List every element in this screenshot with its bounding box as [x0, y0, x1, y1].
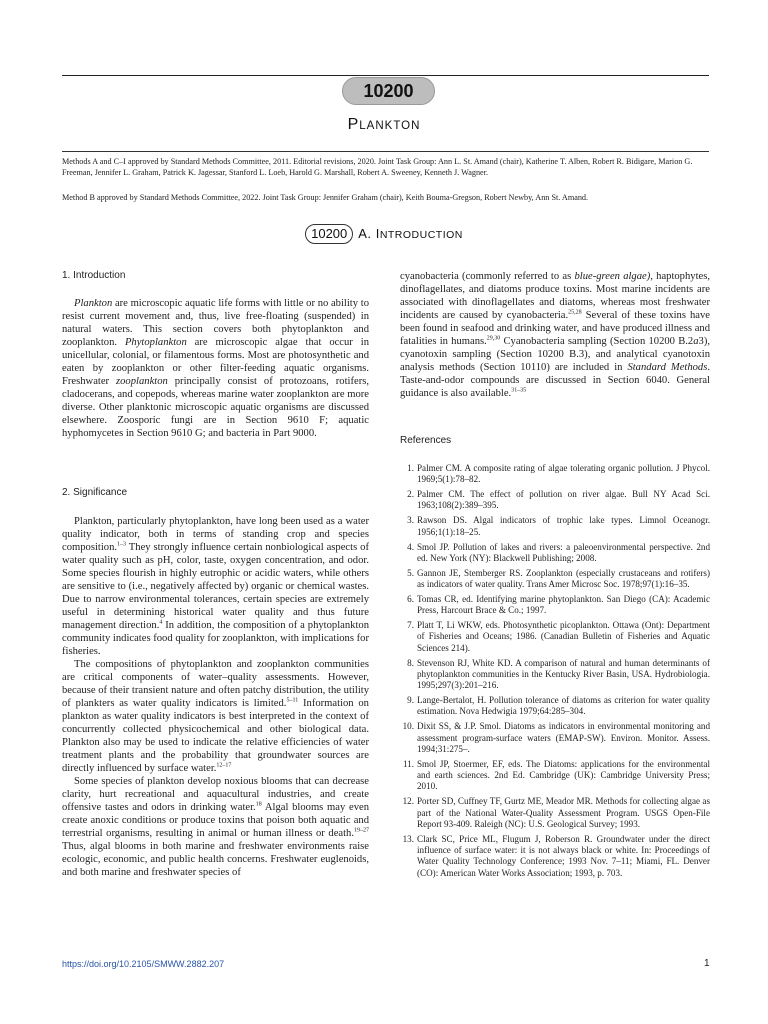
- reference-item: [400, 695, 710, 718]
- subheading-significance: 2. Significance: [62, 487, 128, 498]
- term-phytoplankton: Phytoplankton: [124, 337, 187, 348]
- intro-text-3: principally consist of protozoans, rotifers, cladocerans, and copepods, whereas marine water zooplankton are more diverse. Other planktonic microscopic aquatic organisms are discussed elsewhere. Zoosporic fungi are in Section 9610 F; aquatic hyphomycetes in Section 9610 G; and bacteria in Part 9000.: [62, 376, 370, 439]
- page-title: [0, 116, 768, 134]
- reference-number: 7.: [407, 620, 414, 631]
- approval-note-method-b: Method B approved by Standard Methods Committee, 2022. Joint Task Group: Jennifer Graham (chair), Keith Bouma-Gregson, Robert Newby, Ann St. Amand.: [62, 193, 589, 202]
- reference-text: Clark SC, Price ML, Flugum J, Roberson R. Groundwater under the direct influence of surface water: it is not always black or white. In: Proceedings of Water Quality Technology Conference; 1993 Nov. 7–11; Miami, FL. Denver (CO): American Water Works Association; 1993, p. 703.: [417, 833, 710, 878]
- reference-text: Palmer CM. The effect of pollution on river algae. Bull NY Acad Sci. 1963;108(2):389–395.: [417, 489, 710, 511]
- term-plankton: Plankton: [74, 298, 113, 309]
- reference-text: Stevenson RJ, White KD. A comparison of natural and human determinants of phytoplankton communities in the Kentucky River Basin, USA. Hydrobiologia. 1995;297(3):201–216.: [417, 657, 710, 691]
- citation: 1–3: [117, 541, 127, 548]
- reference-item: [400, 594, 710, 617]
- approval-note-methods-a-c-i: Methods A and C–I approved by Standard Methods Committee, 2011. Editorial revisions, 2020. Joint Task Group: Ann L. St. Amand (chair), Katherine T. Alben, Robert R. Bidigare, Marion G. Freeman, Jennifer L. Graham, Patrick K. Jagessar, Stanford L. Loeb, Harold G. Marshall, Robert A. Sweeney, Kenneth J. Wagner.: [62, 157, 693, 177]
- citation: 19–27: [354, 827, 369, 834]
- sig3-text-2: Algal blooms may even create anoxic conditions or produce toxins that poison both aquatic and terrestrial organisms, resulting in animal or human illness or death.: [62, 802, 370, 839]
- reference-number: 3.: [407, 515, 414, 526]
- sig2-text-2: Information on plankton as water quality indicators is best interpreted in the context of concurrently collected physicochemical and other biological data. Plankton also may be used to indicate the relative efficiencies of water treatment plants and the probability that groundwater sources are directly influenced by surface water.: [62, 698, 369, 774]
- significance-paragraphs: [62, 515, 369, 879]
- reference-number: 4.: [407, 541, 414, 552]
- reference-number: 8.: [407, 657, 414, 668]
- citation: 4: [159, 619, 163, 626]
- reference-number: 12.: [402, 796, 414, 807]
- significance-paragraph-2: [62, 658, 369, 775]
- reference-item: [400, 721, 710, 755]
- reference-number: 10.: [402, 721, 414, 732]
- citation: 31–35: [511, 387, 527, 394]
- page-number: 1: [704, 958, 710, 969]
- sig1-text-2: They strongly influence certain nonbiological aspects of water quality such as pH, color, taste, oxygen concentration, and odor. Some species flourish in highly eutrophic or acidic waters, while others are sensitive to (i.e., negatively affected by) organic or chemical wastes. Due to narrow environmental tolerances, certain species are extremely useful in determining historical water quality and thus future management direction.: [62, 542, 369, 631]
- term-blue-green-algae: blue-green algae),: [574, 271, 653, 282]
- citation: 29,30: [486, 335, 501, 342]
- reference-number: 11.: [402, 758, 414, 769]
- reference-item: [400, 463, 710, 486]
- references-heading: References: [400, 435, 452, 446]
- reference-text: Gannon JE, Stemberger RS. Zooplankton (especially crustaceans and rotifers) as indicators of water quality. Trans Amer Microsc Soc. 1978;97(1):16–35.: [417, 567, 710, 590]
- cont-text-4: Cyanobacteria sampling (Section 10200 B.2: [500, 336, 694, 347]
- section-heading-number: 10200: [305, 224, 353, 244]
- reference-number: 2.: [407, 489, 414, 500]
- citation: 18: [255, 801, 262, 808]
- reference-text: Rawson DS. Algal indicators of trophic lake types. Limnol Oceanogr. 1956;1(1):18–25.: [417, 515, 710, 537]
- significance-paragraph-3: [62, 775, 369, 879]
- term-zooplankton: zooplankton: [116, 376, 168, 387]
- reference-number: 5.: [407, 567, 414, 578]
- intro-text-1: are microscopic aquatic life forms with little or no ability to resist current movement and, thus, live free-floating (suspended) in natural waters. This section covers both phytoplankton and zooplankton.: [62, 298, 369, 348]
- sig3-text-1: Some species of plankton develop noxious blooms that can decrease clarity, hurt recreational and aquacultural industries, and create offensive tastes and odors in drinking water.: [62, 776, 369, 813]
- page-title-rest: LANKTON: [359, 120, 421, 132]
- header-rule-top: [62, 75, 709, 76]
- cont-italic-a: a: [693, 336, 699, 347]
- section-heading-rest: NTRODUCTION: [379, 229, 463, 241]
- reference-number: 13.: [402, 833, 414, 844]
- continued-paragraph: [400, 270, 710, 400]
- reference-text: Lange-Bertalot, H. Pollution tolerance of diatoms as criterion for water quality estimation. Nova Hedwigia 1979;64:285–304.: [417, 695, 710, 717]
- sig1-text-3: In addition, the composition of a phytoplankton community indicates food quality for zooplankton, with implications for fisheries.: [62, 620, 369, 657]
- reference-text: Tomas CR, ed. Identifying marine phytoplankton. San Diego (CA): Academic Press, Harcourt Brace & Co.; 1997.: [417, 593, 710, 616]
- reference-item: [400, 620, 710, 654]
- citation: 12–17: [216, 762, 232, 769]
- sig1-text-1: Plankton, particularly phytoplankton, have long been used as a water quality indicator, both in terms of standing crop and species composition.: [62, 516, 369, 553]
- reference-text: Dixit SS, & J.P. Smol. Diatoms as indicators in environmental monitoring and assessment program-surface waters (EMAP-SW). Environ. Monitor. Assess. 1994;31:275–.: [417, 721, 710, 754]
- intro-text: [62, 297, 369, 440]
- page-title-initial: P: [347, 116, 360, 133]
- cont-text-3: Several of these toxins have been found in seafood and drinking water, and have produced illness and fatalities in humans.: [400, 310, 710, 347]
- reference-text: Smol JP, Stoermer, EF, eds. The Diatoms: applications for the environmental and earth sciences. 2nd Ed. Cambridge (UK): Cambridge University Press; 2010.: [417, 758, 710, 792]
- reference-item: [400, 515, 710, 538]
- reference-item: [400, 489, 710, 512]
- reference-text: Smol JP. Pollution of lakes and rivers: a paleoenvironmental perspective. 2nd ed. New York (NY): Blackwell Publishing; 2008.: [417, 541, 710, 563]
- references-list: [400, 463, 710, 883]
- doi-link[interactable]: https://doi.org/10.2105/SMWW.2882.207: [62, 959, 225, 969]
- reference-item: [400, 542, 710, 565]
- reference-number: 1.: [407, 463, 414, 473]
- sig3-text-3: Thus, algal blooms in both marine and freshwater environments raise ecologic, economic, and public health concerns. Freshwater euglenoids, and both marine and freshwater species of: [62, 841, 369, 878]
- cont-text-1: cyanobacteria (commonly referred to as: [400, 271, 575, 282]
- reference-text: Platt T, Li WKW, eds. Photosynthetic picoplankton. Ottawa (Ont): Department of Fisheries and Oceans; 1986. (Canadian Bulletin of Fisheries and Aquatic Sciences 214).: [417, 620, 710, 653]
- reference-item: [400, 796, 710, 830]
- sig2-text-1: The compositions of phytoplankton and zooplankton communities are critical components of water–quality assessments. However, because of their transient nature and often patchy distribution, the utility of plankters as water quality indicators is limited.: [62, 659, 369, 709]
- reference-item: [400, 834, 710, 879]
- significance-paragraph-1: [62, 515, 369, 658]
- subheading-introduction: 1. Introduction: [62, 270, 126, 281]
- continued-text: [400, 270, 710, 400]
- reference-text: Palmer CM. A composite rating of algae tolerating organic pollution. J Phycol. 1969;5(1):78–82.: [417, 463, 710, 485]
- reference-text: Porter SD, Cuffney TF, Gurtz ME, Meador MR. Methods for collecting algae as part of the National Water-Quality Assessment Program. USGS Open-File Report 93-409. Raleigh (NC): U.S. Geological Survey; 1993.: [417, 796, 710, 829]
- term-standard-methods: Standard Methods: [627, 362, 708, 373]
- header-rule-bottom: [62, 151, 709, 152]
- citation: 5–11: [286, 697, 299, 704]
- section-heading: [0, 224, 768, 244]
- section-heading-initial: I: [375, 226, 380, 241]
- reference-item: [400, 658, 710, 692]
- citation: 25,28: [568, 309, 582, 316]
- reference-number: 6.: [407, 593, 414, 604]
- reference-number: 9.: [407, 695, 414, 706]
- section-number-badge: 10200: [342, 77, 435, 105]
- cont-text-2: haptophytes, dinoflagellates, and diatoms produce toxins. Most marine incidents are associated with dinoflagellates and diatoms, whereas most freshwater incidents are caused by cyanobacteria.: [400, 271, 710, 321]
- section-heading-title: [358, 226, 463, 241]
- cont-text-6: . Taste-and-odor compounds are discussed in Section 6040. General guidance is also available.: [400, 362, 711, 399]
- intro-paragraph: [62, 297, 369, 440]
- cont-text-5: 3), cyanotoxin sampling (Section 10200 B.3), and analytical cyanotoxin analysis methods (Section 10110) are included in: [400, 336, 710, 373]
- reference-item: [400, 759, 710, 793]
- reference-item: [400, 568, 710, 591]
- intro-text-2: are microscopic algae that occur in unicellular, colonial, or filamentous forms. Most are photosynthetic and eaten by zooplankton or other filter-feeding aquatic organisms. Freshwater: [62, 337, 370, 387]
- section-heading-letter: A.: [358, 226, 372, 241]
